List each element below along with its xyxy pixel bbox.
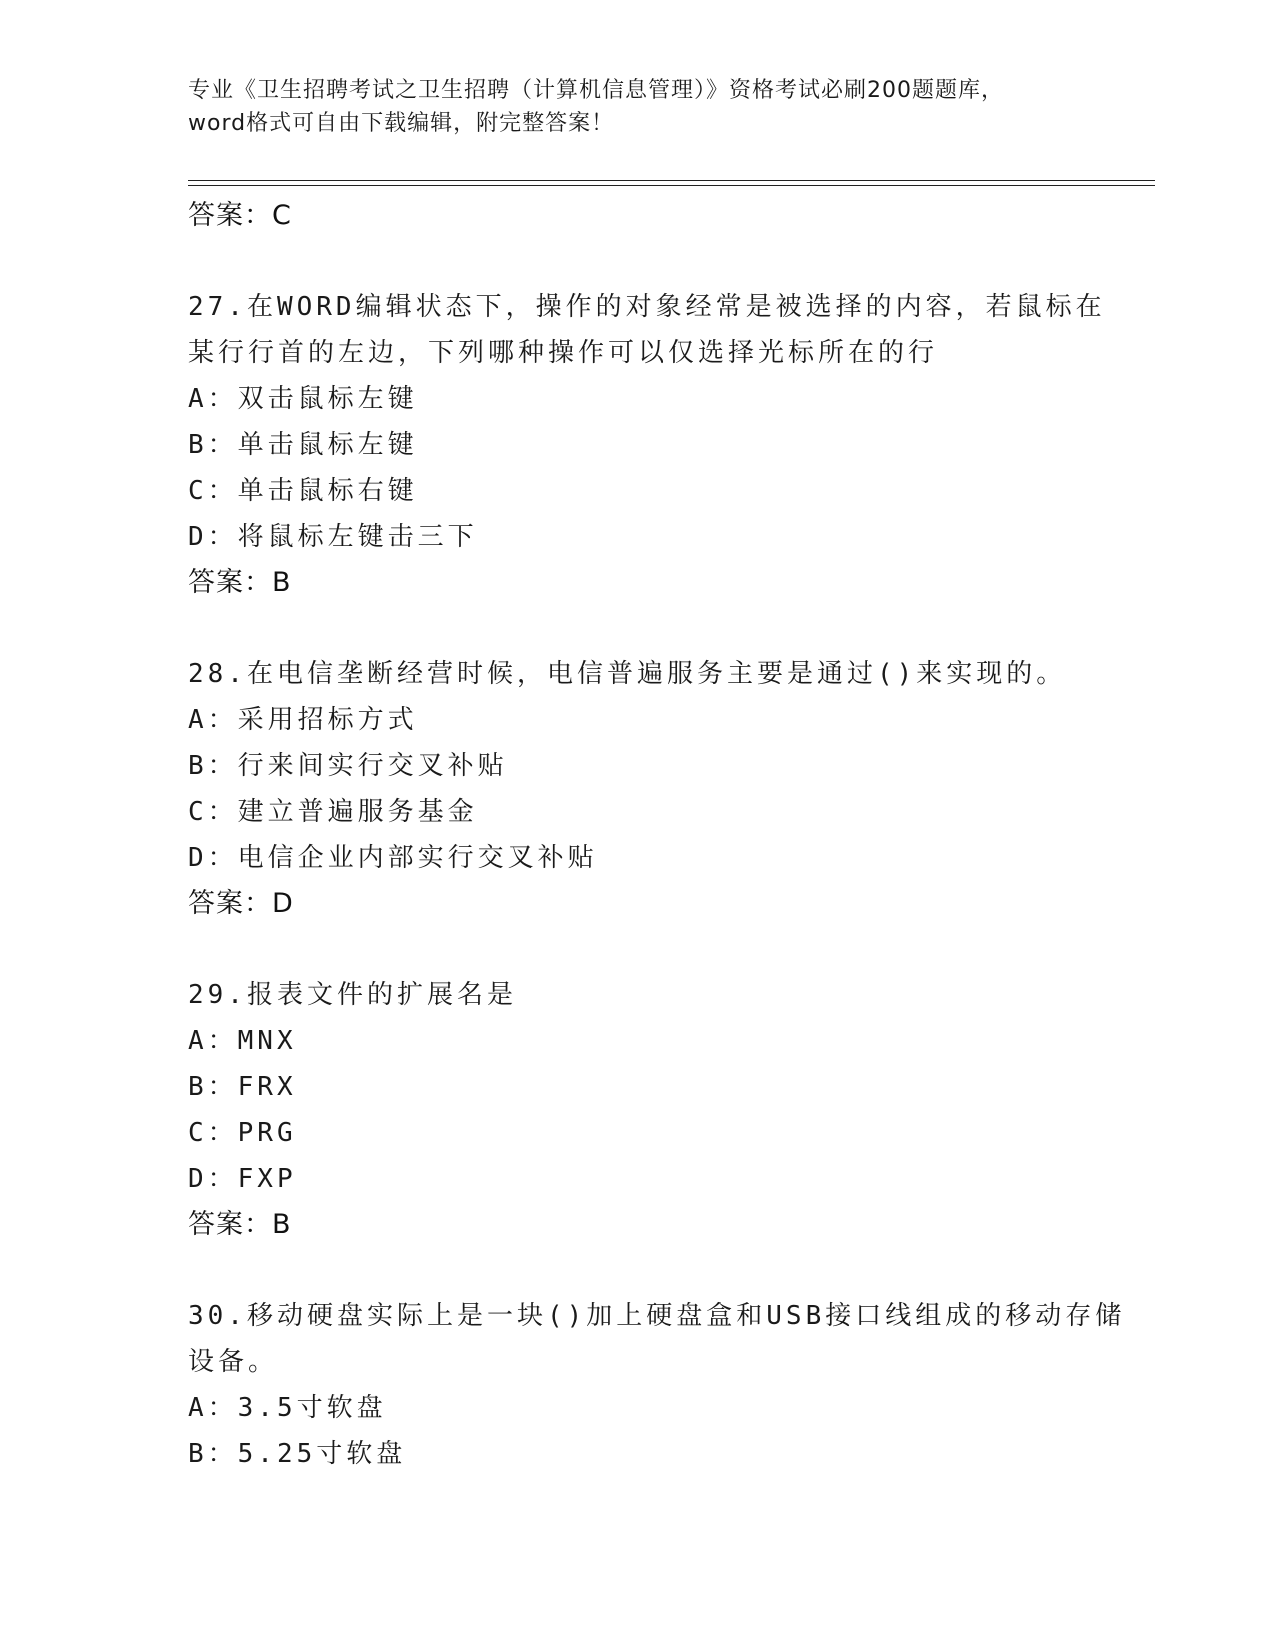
option-b: B：5.25寸软盘 bbox=[188, 1439, 407, 1469]
header-line-1: 专业《卫生招聘考试之卫生招聘（计算机信息管理）》资格考试必刷200题题库， bbox=[188, 78, 1004, 103]
spacer bbox=[188, 606, 1148, 651]
option-a: A：采用招标方式 bbox=[188, 705, 418, 735]
document-header bbox=[188, 74, 1088, 140]
option-d: D：FXP bbox=[188, 1164, 297, 1194]
question-text: 30.移动硬盘实际上是一块()加上硬盘盒和USB接口线组成的移动存储 bbox=[188, 1301, 1126, 1331]
question-text: 某行行首的左边，下列哪种操作可以仅选择光标所在的行 bbox=[188, 338, 939, 368]
document-body bbox=[188, 193, 1148, 1477]
question-29 bbox=[188, 972, 1148, 1248]
answer: 答案：B bbox=[188, 1209, 292, 1240]
option-a: A：双击鼠标左键 bbox=[188, 384, 418, 414]
answer: 答案：D bbox=[188, 888, 294, 919]
question-text: 27.在WORD编辑状态下，操作的对象经常是被选择的内容，若鼠标在 bbox=[188, 292, 1106, 322]
option-b: B：单击鼠标左键 bbox=[188, 430, 418, 460]
answer: 答案：B bbox=[188, 567, 292, 598]
question-28 bbox=[188, 651, 1148, 927]
spacer bbox=[188, 1248, 1148, 1293]
spacer bbox=[188, 927, 1148, 972]
header-divider-top bbox=[188, 180, 1155, 181]
option-a: A：3.5寸软盘 bbox=[188, 1393, 387, 1423]
option-c: C：单击鼠标右键 bbox=[188, 476, 418, 506]
header-line-2: word格式可自由下载编辑，附完整答案！ bbox=[188, 111, 615, 136]
option-d: D：电信企业内部实行交叉补贴 bbox=[188, 843, 598, 873]
question-text: 28.在电信垄断经营时候，电信普遍服务主要是通过()来实现的。 bbox=[188, 659, 1067, 689]
option-d: D：将鼠标左键击三下 bbox=[188, 522, 478, 552]
question-text: 设备。 bbox=[188, 1347, 279, 1377]
previous-answer: 答案：C bbox=[188, 200, 292, 231]
question-27 bbox=[188, 284, 1148, 606]
option-c: C：建立普遍服务基金 bbox=[188, 797, 478, 827]
question-text: 29.报表文件的扩展名是 bbox=[188, 980, 517, 1010]
option-a: A：MNX bbox=[188, 1026, 297, 1056]
question-30 bbox=[188, 1293, 1148, 1477]
header-divider-bottom bbox=[188, 185, 1155, 186]
option-b: B：行来间实行交叉补贴 bbox=[188, 751, 508, 781]
option-b: B：FRX bbox=[188, 1072, 297, 1102]
spacer bbox=[188, 239, 1148, 284]
option-c: C：PRG bbox=[188, 1118, 297, 1148]
